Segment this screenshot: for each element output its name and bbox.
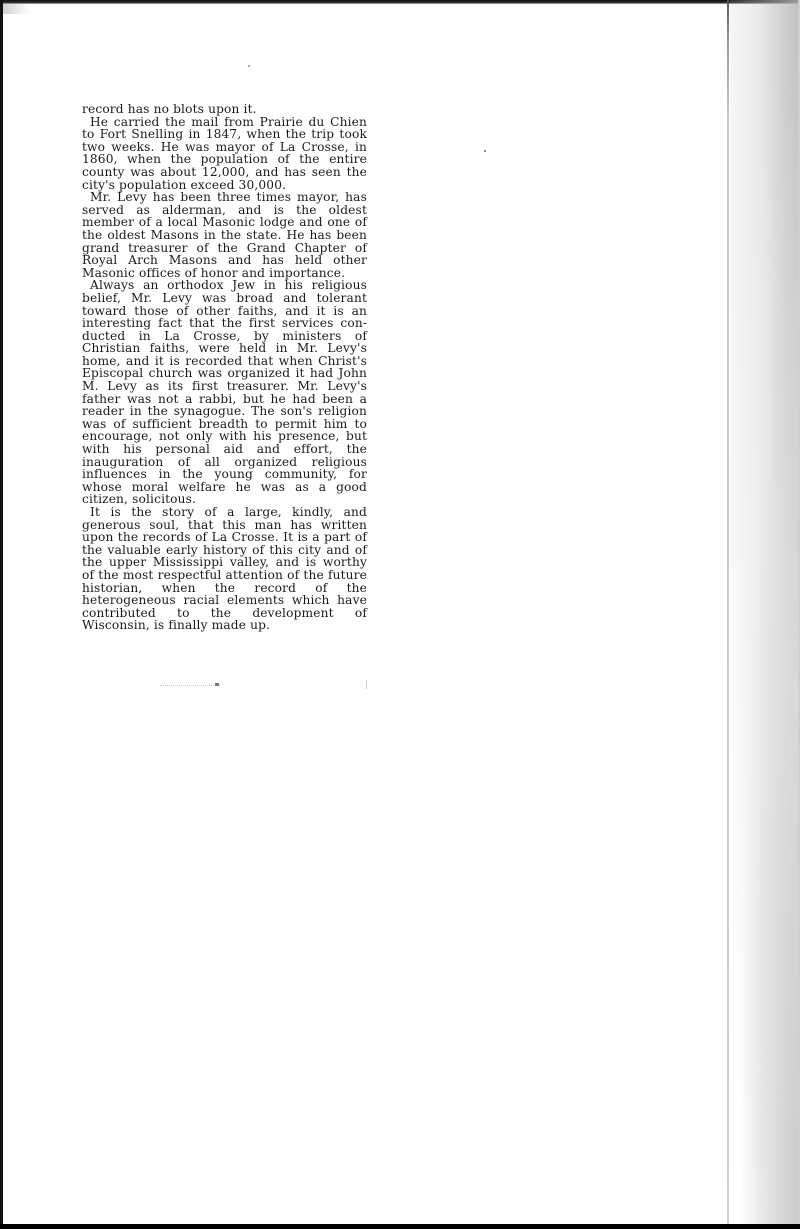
page-fold-line: [727, 0, 729, 1229]
article-paragraph: Always an orthodox Jew in his religious belief, Mr. Levy was broad and tolerant toward those of other faiths, and it is an interesting fact that the first services conducted in La Crosse, by ministers of Christian faiths, were held in Mr. Levy's home, and it is recorded that when Christ's Episcopal church was organized it had John M. Levy as its first treasurer. Mr. Levy's father was not a rabbi, but he had been a reader in the synagogue. The son's religion was of sufficient breadth to permit him to encourage, not only with his presence, but with his personal aid and effort, the inauguration of all organized religious influences in the young community, for whose moral welfare he was as a good citizen, solicitous.: [82, 278, 367, 507]
article-column: [82, 103, 367, 632]
scan-tick-mark: [366, 680, 367, 689]
article-paragraph: record has no blots upon it.: [82, 102, 257, 116]
scan-corner-smudge: [0, 4, 30, 14]
scan-speck: [484, 150, 486, 152]
scan-right-grain: [730, 0, 800, 1229]
scan-bottom-edge: [0, 1224, 800, 1229]
scan-left-edge: [0, 0, 3, 1229]
scan-speck: [248, 65, 250, 67]
article-paragraph: He carried the mail from Prairie du Chien to Fort Snelling in 1847, when the trip took two weeks. He was mayor of La Crosse, in 1860, when the population of the entire county was about 12,000, and has seen the city's population exceed 30,000.: [82, 114, 367, 192]
article-paragraph: It is the story of a large, kindly, and generous soul, that this man has written upon the records of La Crosse. It is a part of the valuable early history of this city and of the upper Mississippi valley, and is worthy of the most respectful attention of the future historian, when the record of the heterogeneous racial elements which have contributed to the development of Wisconsin, is finally made up.: [82, 505, 367, 633]
column-end-rule: [160, 685, 220, 688]
article-paragraph: Mr. Levy has been three times mayor, has served as alderman, and is the oldest member of a local Masonic lodge and one of the oldest Masons in the state. He has been grand treasurer of the Grand Chapter of Royal Arch Masons and has held other Masonic offices of honor and importance.: [82, 190, 367, 280]
column-end-mark: [215, 683, 219, 686]
scan-top-edge: [0, 0, 800, 4]
